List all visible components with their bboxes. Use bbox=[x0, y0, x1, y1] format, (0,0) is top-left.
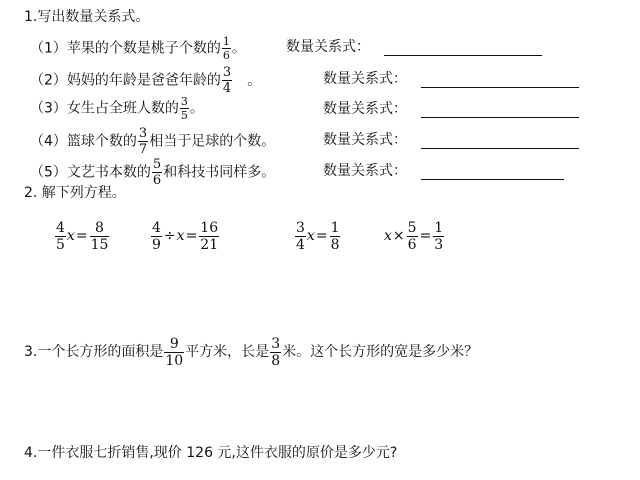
item-text-pre: 苹果的个数是桃子个数的 bbox=[66, 40, 221, 57]
variable-x: x bbox=[176, 228, 185, 244]
fraction: $\frac{1}{3}$ bbox=[434, 219, 444, 253]
item-text-post: 。 bbox=[189, 100, 204, 117]
fraction: $\frac{4}{9}$ bbox=[152, 219, 161, 253]
item-number: （3） bbox=[30, 100, 67, 117]
item-text-post: 和科技书同样多。 bbox=[163, 164, 276, 181]
fraction: $\frac{3}{7}$ bbox=[138, 126, 148, 157]
q1-item-3 bbox=[30, 96, 204, 121]
fraction: $\frac{3}{8}$ bbox=[271, 335, 281, 369]
fraction: $\frac{3}{4}$ bbox=[296, 219, 305, 253]
fraction: $\frac{8}{15}$ bbox=[90, 219, 109, 253]
variable-x: x bbox=[66, 228, 75, 244]
fraction: $\frac{3}{4}$ bbox=[222, 65, 232, 96]
answer-blank-2[interactable] bbox=[421, 87, 579, 88]
item-number: （1） bbox=[30, 40, 67, 57]
equals-sign: = bbox=[315, 228, 328, 244]
answer-blank-1[interactable] bbox=[384, 55, 542, 56]
answer-blank-4[interactable] bbox=[421, 148, 579, 149]
answer-blank-3[interactable] bbox=[421, 117, 579, 118]
equation-4 bbox=[384, 214, 445, 258]
relation-label-4: 数量关系式： bbox=[323, 132, 407, 148]
q3-text: 3.一个长方形的面积是 $\frac{9}{10}$ 平方米，长是 $\frac{3}{8}$ 米。这个长方形的宽是多少米？ bbox=[24, 335, 479, 369]
fraction: $\frac{4}{5}$ bbox=[56, 219, 65, 253]
q1-item-4 bbox=[30, 127, 275, 156]
relation-label-2: 数量关系式： bbox=[323, 71, 407, 87]
fraction: $\frac{5}{6}$ bbox=[407, 219, 417, 253]
equals-sign: = bbox=[75, 228, 88, 244]
item-text-pre: 文艺书本数的 bbox=[66, 164, 151, 181]
q1-item-2 bbox=[30, 66, 261, 95]
item-number: （5） bbox=[30, 164, 67, 181]
item-text-post: 相当于足球的个数。 bbox=[149, 133, 276, 150]
equation-1 bbox=[54, 214, 110, 258]
fraction: $\frac{5}{6}$ bbox=[152, 157, 162, 188]
fraction: $\frac{16}{21}$ bbox=[200, 219, 219, 253]
relation-label-5: 数量关系式： bbox=[323, 163, 407, 179]
equals-sign: = bbox=[419, 228, 432, 244]
q2-heading: 2. 解下列方程。 bbox=[24, 185, 126, 201]
answer-blank-5[interactable] bbox=[421, 179, 564, 180]
item-text-post: 。 bbox=[231, 40, 246, 57]
times-sign: × bbox=[392, 228, 405, 244]
fraction: $\frac{9}{10}$ bbox=[165, 335, 184, 369]
item-number: （4） bbox=[30, 133, 67, 150]
divide-sign: ÷ bbox=[163, 228, 176, 244]
item-text-pre: 女生占全班人数的 bbox=[66, 100, 179, 117]
item-text-pre: 妈妈的年龄是爸爸年龄的 bbox=[66, 72, 221, 89]
equation-2 bbox=[150, 214, 220, 258]
item-text-post: 。 bbox=[247, 72, 262, 89]
q1-heading: 1.写出数量关系式。 bbox=[24, 9, 150, 25]
equals-sign: = bbox=[185, 228, 198, 244]
relation-label-3: 数量关系式： bbox=[323, 101, 407, 117]
item-text-pre: 篮球个数的 bbox=[66, 133, 137, 150]
fraction: $\frac{1}{8}$ bbox=[330, 219, 340, 253]
fraction: $\frac{1}{6}$ bbox=[222, 35, 230, 62]
item-number: （2） bbox=[30, 72, 67, 89]
q1-item-5 bbox=[30, 158, 275, 187]
variable-x: x bbox=[384, 228, 392, 244]
relation-label-1: 数量关系式： bbox=[286, 39, 370, 55]
q4-text: 4.一件衣服七折销售,现价 126 元,这件衣服的原价是多少元? bbox=[24, 445, 398, 461]
fraction: $\frac{3}{5}$ bbox=[180, 95, 188, 122]
equation-3 bbox=[294, 214, 341, 258]
variable-x: x bbox=[306, 228, 315, 244]
q1-item-1 bbox=[30, 36, 246, 61]
